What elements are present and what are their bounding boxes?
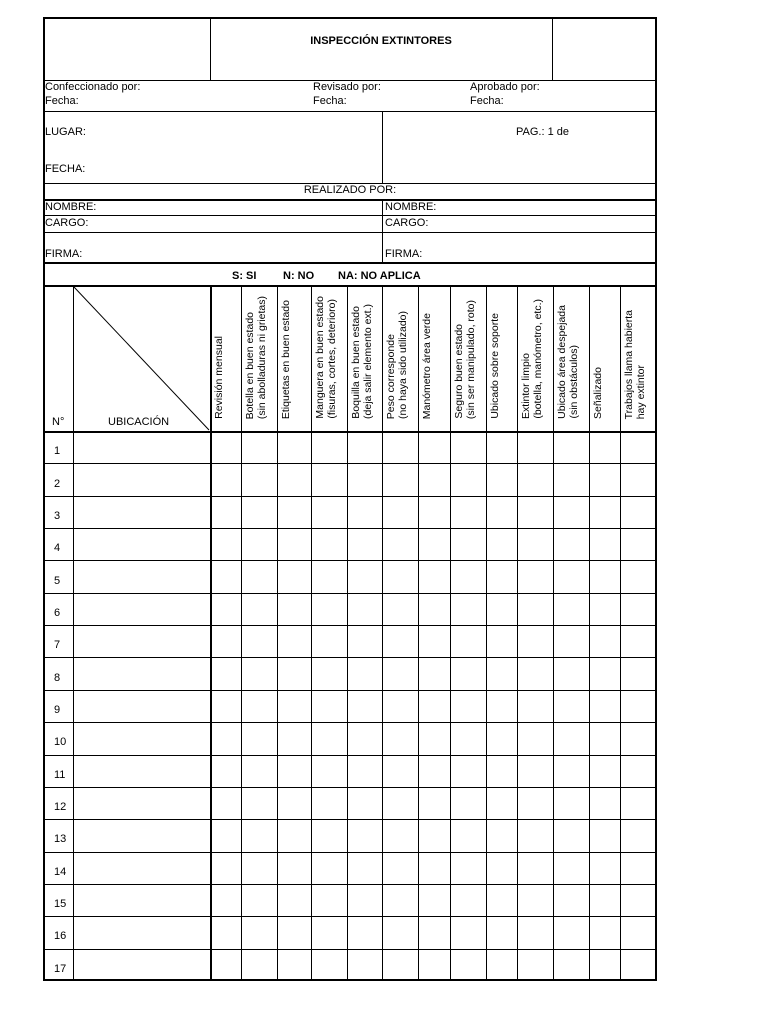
column-header-label: Extintor limpio [520,353,532,419]
grid-line [73,286,74,981]
row-number: 6 [54,606,61,619]
grid-line [418,286,419,981]
column-header [486,286,517,431]
row-number: 2 [54,477,61,490]
column-header-label: Ubicado sobre soporte [489,313,501,419]
table-row [43,463,657,495]
grid-line [241,286,242,981]
header-divider [552,17,553,80]
column-header-label: Botella en buen estado [244,311,256,419]
column-header [347,286,382,431]
table-row [43,884,657,916]
table-row [43,528,657,560]
column-header [553,286,589,431]
column-header-label: (fisuras, cortes, deterioro) [326,299,338,419]
column-header-label: Etiquetas en buen estado [280,299,292,419]
column-header-label: Manómetro área verde [421,312,433,419]
legend-no: N: NO [283,270,315,282]
form-title: INSPECCIÓN EXTINTORES [310,35,452,47]
table-row [43,755,657,787]
table-row [43,657,657,689]
column-header-label: (sin abolladuras ni grietas) [256,295,268,419]
row-number: 10 [54,736,67,749]
table-row [43,690,657,722]
grid-line [620,286,621,981]
aprobado-label: Aprobado por: [470,81,540,93]
grid-line [347,286,348,981]
row-number: 15 [54,898,67,911]
revisado-fecha-label: Fecha: [313,95,347,107]
page-number: PAG.: 1 de [516,126,569,138]
divider [382,111,383,183]
aprobado-fecha-label: Fecha: [470,95,504,107]
column-header-label: Trabajos llama habierta [623,309,635,419]
confeccionado-fecha-label: Fecha: [45,95,79,107]
column-header [210,286,241,431]
row-number: 3 [54,509,61,522]
nombre-label-2: NOMBRE: [385,201,437,213]
row-number: 16 [54,930,67,943]
row-number: 12 [54,801,67,814]
divider [43,215,657,216]
cargo-label-2: CARGO: [385,217,429,229]
column-header [382,286,418,431]
column-header-label: (no haya sido utilizado) [397,311,409,419]
column-header [517,286,553,431]
row-number: 14 [54,865,67,878]
table-row [43,819,657,851]
row-number: 4 [54,542,61,555]
table-row [43,625,657,657]
column-header-label: (sin obstáculos) [568,345,580,419]
table-row [43,852,657,884]
divider [43,262,657,264]
column-header-label: Peso corresponde [385,333,397,419]
grid-line [589,286,590,981]
column-header-label: hay extintor [635,364,647,419]
revisado-label: Revisado por: [313,81,381,93]
table-row [43,560,657,592]
header-divider [210,17,211,80]
column-header-label: Señalizado [592,367,604,419]
column-header [241,286,277,431]
lugar-label: LUGAR: [45,126,86,138]
confeccionado-label: Confeccionado por: [45,81,141,93]
grid-line [450,286,451,981]
divider [43,111,657,112]
row-number: 13 [54,833,67,846]
row-number: 9 [54,704,61,716]
table-row [43,949,657,981]
column-header [450,286,486,431]
ubicacion-diagonal [73,286,211,432]
realizado-label: REALIZADO POR: [303,184,397,196]
column-header [277,286,311,431]
column-header-label: Ubicado área despejada [556,305,568,419]
column-header [620,286,657,431]
row-number: 17 [54,962,67,975]
row-number: 1 [54,445,61,458]
firma-label: FIRMA: [45,248,83,260]
grid-line [517,286,518,981]
column-header-label: (deja salir elemento ext.) [362,304,374,419]
column-header-label: Seguro buen estado [453,324,465,419]
table-row [43,431,657,463]
grid-line [210,286,212,981]
legend-na: NA: NO APLICA [338,270,421,282]
firma-label-2: FIRMA: [385,248,423,260]
column-header-label: Manguera en buen estado [314,296,326,419]
row-number: 8 [54,671,61,684]
divider [43,232,657,233]
table-row [43,787,657,819]
table-row [43,496,657,528]
nombre-label: NOMBRE: [45,201,97,213]
column-header [589,286,620,431]
column-header-ubicacion: UBICACIÓN [108,416,170,428]
column-header [311,286,347,431]
grid-line [311,286,312,981]
legend-si: S: SI [232,270,257,282]
column-header-label: Revisión mensual [213,336,225,419]
grid-line [553,286,554,981]
table-row [43,722,657,754]
grid-line [382,286,383,981]
fecha-label: FECHA: [45,163,86,175]
table-row [43,593,657,625]
divider [382,199,383,262]
row-number: 11 [54,768,66,781]
column-header-label: Boquilla en buen estado [350,306,362,419]
row-number: 5 [54,574,61,587]
column-header-n: N° [52,416,65,428]
column-header-label: (botella, manómetro, etc.) [532,299,544,419]
grid-line [486,286,487,981]
column-header [418,286,450,431]
column-header-label: (sin ser manipulado, roto) [465,299,477,419]
grid-line [277,286,278,981]
row-number: 7 [54,639,61,652]
table-row [43,916,657,948]
cargo-label: CARGO: [45,217,89,229]
divider [43,199,657,201]
